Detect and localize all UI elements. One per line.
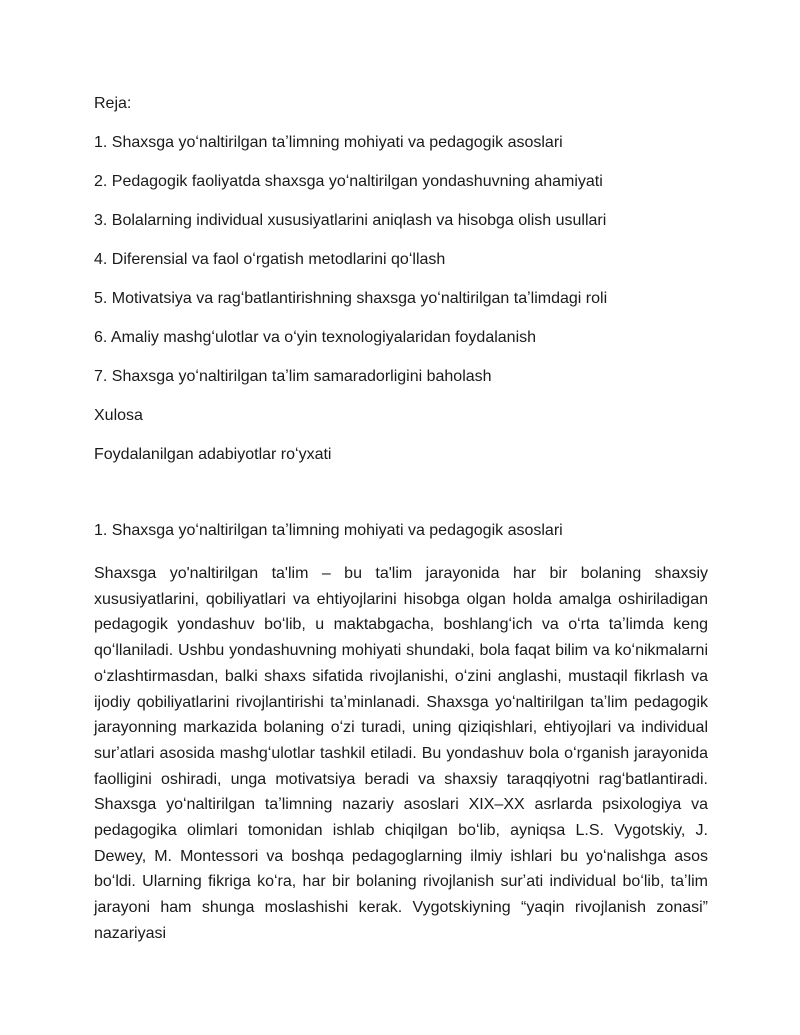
plan-references: Foydalanilgan adabiyotlar roʻyxati	[94, 446, 332, 463]
plan-item-6: 6. Amaliy mashgʻulotlar va oʻyin texnologiyalaridan foydalanish	[94, 329, 537, 346]
plan-item-1: 1. Shaxsga yoʻnaltirilgan taʼlimning mohiyati va pedagogik asoslari	[94, 134, 563, 151]
plan-item-4: 4. Diferensial va faol oʻrgatish metodlarini qoʻllash	[94, 251, 446, 268]
plan-item-3: 3. Bolalarning individual xususiyatlarini aniqlash va hisobga olish usullari	[94, 212, 607, 229]
plan-heading: Reja:	[94, 95, 132, 112]
plan-item-7: 7. Shaxsga yoʻnaltirilgan taʼlim samaradorligini baholash	[94, 368, 492, 385]
plan-item-5: 5. Motivatsiya va ragʻbatlantirishning shaxsga yoʻnaltirilgan taʼlimdagi roli	[94, 290, 608, 307]
plan-item-2: 2. Pedagogik faoliyatda shaxsga yoʻnaltirilgan yondashuvning ahamiyati	[94, 173, 603, 190]
section-1-heading: 1. Shaxsga yoʻnaltirilgan taʼlimning mohiyati va pedagogik asoslari	[94, 522, 563, 539]
plan-conclusion: Xulosa	[94, 407, 143, 424]
plan-section	[94, 94, 714, 484]
section-1-paragraph: Shaxsga yo'naltirilgan ta'lim – bu ta'lim jarayonida har bir bolaning shaxsiy xususiyatlarini, qobiliyatlari va ehtiyojlarini hisobga olgan holda amalga oshiriladigan pedagogik yondashuv boʻlib, u maktabgacha, boshlangʻich va oʻrta taʼlimda keng qoʻllaniladi. Ushbu yondashuvning mohiyati shundaki, bola faqat bilim va koʻnikmalarni oʻzlashtirmasdan, balki shaxs sifatida rivojlanishi, oʻzini anglashi, mustaqil fikrlash va ijodiy qobiliyatlarini rivojlantirishi taʼminlanadi. Shaxsga yoʻnaltirilgan taʼlim pedagogik jarayonning markazida bolaning oʻzi turadi, uning qiziqishlari, ehtiyojlari va individual surʼatlari asosida mashgʻulotlar tashkil etiladi. Bu yondashuv bola oʻrganish jarayonida faolligini oshiradi, unga motivatsiya beradi va shaxsiy taraqqiyotni ragʻbatlantiradi. Shaxsga yoʻnaltirilgan taʼlimning nazariy asoslari XIX–XX asrlarda psixologiya va pedagogika olimlari tomonidan ishlab chiqilgan boʻlib, ayniqsa L.S. Vygotskiy, J. Dewey, M. Montessori va boshqa pedagoglarning ilmiy ishlari bu yoʻnalishga asos boʻldi. Ularning fikriga koʻra, har bir bolaning rivojlanish surʼati individual boʻlib, taʼlim jarayoni ham shunga moslashishi kerak. Vygotskiyning “yaqin rivojlanish zonasi” nazariyasi	[94, 565, 708, 942]
